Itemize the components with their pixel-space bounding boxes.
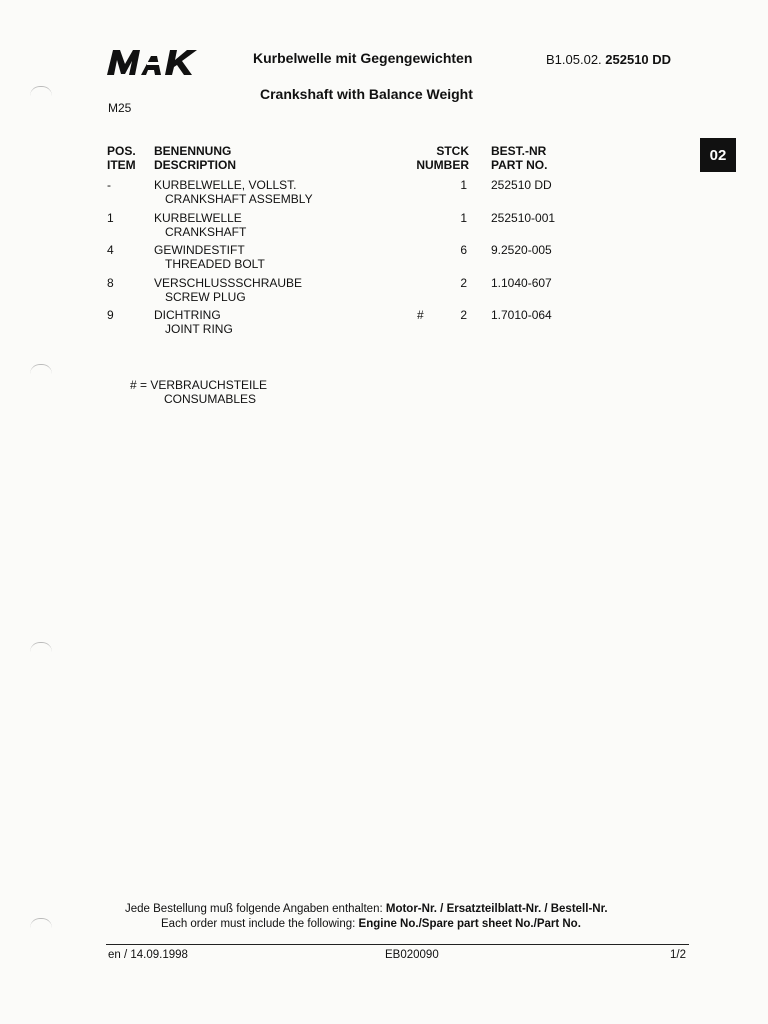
col-header-qty <box>405 144 469 172</box>
legend-line-de <box>130 378 267 392</box>
col-header-part <box>491 144 547 172</box>
row-desc-de: KURBELWELLE, VOLLST. <box>154 178 297 192</box>
title-english: Crankshaft with Balance Weight <box>260 86 473 102</box>
legend-text-en: CONSUMABLES <box>164 392 257 406</box>
title-german: Kurbelwelle mit Gegengewichten <box>253 50 473 66</box>
doc-prefix: B1.05.02. <box>546 52 602 67</box>
footer-divider <box>106 944 689 945</box>
row-desc-en: THREADED BOLT <box>165 257 265 271</box>
legend-text-de: VERBRAUCHSTEILE <box>150 378 268 392</box>
table-row <box>0 178 768 208</box>
row-part-number: 252510 DD <box>491 178 552 192</box>
row-qty: 2 <box>460 276 467 290</box>
row-part-number: 252510-001 <box>491 211 556 225</box>
table-row <box>0 276 768 306</box>
row-pos: 1 <box>107 211 114 225</box>
order-de-plain: Jede Bestellung muß folgende Angaben enthalten: <box>125 903 386 915</box>
row-description <box>154 276 302 304</box>
row-description <box>154 211 246 239</box>
consumables-legend <box>130 378 267 406</box>
row-desc-en: SCREW PLUG <box>165 290 246 304</box>
row-part-number: 1.7010-064 <box>491 308 552 322</box>
row-description <box>154 178 313 206</box>
margin-mark <box>30 642 52 653</box>
row-flag: # <box>417 308 424 322</box>
margin-mark <box>30 918 52 929</box>
row-qty: 1 <box>460 211 467 225</box>
row-pos: 8 <box>107 276 114 290</box>
col-header-pos-en: ITEM <box>107 158 136 172</box>
col-header-desc-en: DESCRIPTION <box>154 158 237 172</box>
row-pos: - <box>107 178 111 192</box>
section-tab-badge: 02 <box>700 138 736 172</box>
order-en-plain: Each order must include the following: <box>161 918 359 930</box>
col-header-qty-en: NUMBER <box>416 158 469 172</box>
row-pos: 4 <box>107 243 114 257</box>
col-header-qty-de: STCK <box>436 144 469 158</box>
row-qty: 6 <box>460 243 467 257</box>
table-row <box>0 308 768 338</box>
row-desc-en: CRANKSHAFT <box>165 225 247 239</box>
col-header-part-en: PART NO. <box>491 158 548 172</box>
table-header <box>0 144 768 174</box>
row-description <box>154 243 265 271</box>
row-qty: 2 <box>460 308 467 322</box>
row-part-number: 1.1040-607 <box>491 276 552 290</box>
col-header-pos-de: POS. <box>107 144 136 158</box>
table-row <box>0 211 768 241</box>
row-pos: 9 <box>107 308 114 322</box>
margin-mark <box>30 86 52 97</box>
table-row <box>0 243 768 273</box>
order-line-de <box>125 902 608 917</box>
order-en-bold: Engine No./Spare part sheet No./Part No. <box>358 918 581 930</box>
row-qty: 1 <box>460 178 467 192</box>
row-description <box>154 308 233 336</box>
footer-code: EB020090 <box>385 949 439 961</box>
legend-symbol: # = <box>130 378 148 392</box>
order-line-en <box>161 917 581 932</box>
document-reference <box>546 52 671 67</box>
row-desc-de: KURBELWELLE <box>154 211 242 225</box>
col-header-description <box>154 144 236 172</box>
row-part-number: 9.2520-005 <box>491 243 552 257</box>
row-desc-de: GEWINDESTIFT <box>154 243 245 257</box>
mak-logo <box>107 48 205 75</box>
col-header-part-de: BEST.-NR <box>491 144 547 158</box>
row-desc-en: CRANKSHAFT ASSEMBLY <box>165 192 313 206</box>
col-header-desc-de: BENENNUNG <box>154 144 232 158</box>
order-de-bold: Motor-Nr. / Ersatzteilblatt-Nr. / Bestell-Nr. <box>385 903 608 915</box>
footer-lang-date: en / 14.09.1998 <box>108 949 188 961</box>
row-desc-en: JOINT RING <box>165 322 233 336</box>
footer-page-number: 1/2 <box>670 949 686 961</box>
row-desc-de: DICHTRING <box>154 308 221 322</box>
row-desc-de: VERSCHLUSSSCHRAUBE <box>154 276 303 290</box>
engine-model: M25 <box>108 101 132 115</box>
margin-mark <box>30 364 52 375</box>
doc-number: 252510 DD <box>605 52 672 67</box>
col-header-pos <box>107 144 136 172</box>
